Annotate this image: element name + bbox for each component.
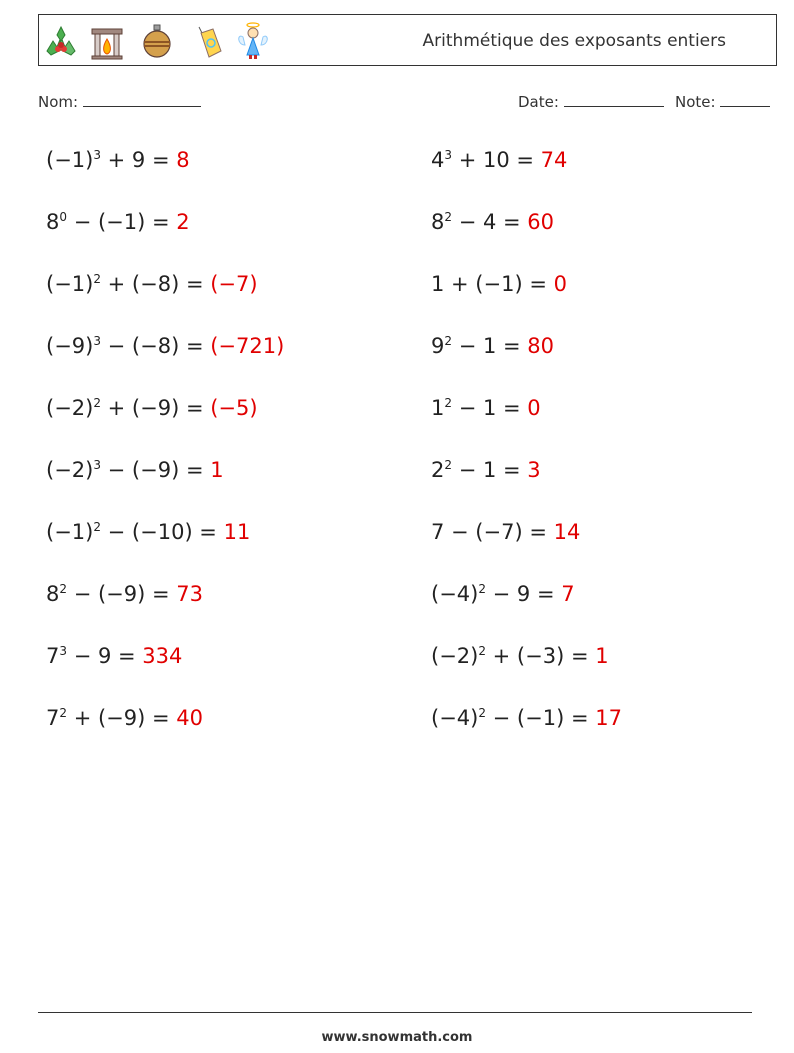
ornament-ball-icon [139, 21, 175, 61]
problem-exponent: 2 [93, 272, 101, 286]
problem-base: 7 [46, 706, 60, 730]
footer-site: www.snowmath.com [321, 1030, 473, 1045]
problem-answer: 73 [176, 582, 203, 606]
problem-rest: + 9 = [100, 148, 177, 172]
holly-icon [43, 21, 79, 61]
problem-base: (−1) [46, 520, 94, 544]
problem-rest: − (−8) = [100, 334, 211, 358]
problem-rest: + 10 = [452, 148, 541, 172]
problem-item [46, 210, 190, 234]
problem-answer: 7 [561, 582, 575, 606]
problem-item [431, 210, 554, 234]
problem-item [46, 272, 258, 296]
problem-answer: 17 [595, 706, 622, 730]
problem-answer: (−7) [210, 272, 258, 296]
problem-item [46, 148, 190, 172]
name-field [38, 92, 201, 111]
worksheet-header [38, 14, 777, 66]
problem-answer: 8 [176, 148, 190, 172]
problem-base: 8 [46, 210, 60, 234]
problem-exponent: 2 [444, 334, 453, 348]
problem-exponent: 0 [59, 210, 68, 224]
problem-base: (−1) [46, 272, 94, 296]
problem-answer: 0 [527, 396, 541, 420]
problem-exponent: 3 [59, 644, 68, 658]
problem-base: (−9) [46, 334, 94, 358]
problem-rest: + (−8) = [100, 272, 211, 296]
problem-answer: 334 [142, 644, 183, 668]
problem-rest: − (−1) = [67, 210, 177, 234]
note-field [675, 92, 770, 111]
page-title: Arithmétique des exposants entiers [422, 31, 726, 51]
problem-item [46, 396, 258, 420]
problem-item [46, 706, 203, 730]
problem-base: (−2) [46, 458, 94, 482]
problem-answer: 3 [527, 458, 541, 482]
problem-exponent: 2 [59, 582, 68, 596]
problem-rest: + (−3) = [485, 644, 596, 668]
problem-answer: 11 [223, 520, 251, 544]
date-field [518, 92, 664, 111]
problem-exponent: 2 [478, 644, 486, 658]
problem-base: 1 [431, 396, 445, 420]
problem-item [431, 334, 554, 358]
problem-item [431, 148, 567, 172]
note-blank-line [720, 92, 770, 107]
problem-base: 9 [431, 334, 445, 358]
problem-answer: 40 [176, 706, 203, 730]
problem-answer: 0 [553, 272, 567, 296]
problem-answer: 74 [540, 148, 568, 172]
problem-rest: − 9 = [485, 582, 562, 606]
problem-exponent: 3 [444, 148, 453, 162]
problem-rest: − 4 = [452, 210, 528, 234]
date-blank-line [564, 92, 664, 107]
problem-base: 7 [46, 644, 60, 668]
problem-rest: + (−9) = [100, 396, 211, 420]
problem-rest: − (−9) = [100, 458, 211, 482]
problem-exponent: 2 [478, 582, 486, 596]
problem-base: (−4) [431, 706, 479, 730]
problem-exponent: 2 [93, 396, 101, 410]
problem-rest: − 1 = [452, 458, 528, 482]
problem-base: (−4) [431, 582, 479, 606]
problem-exponent: 2 [444, 458, 453, 472]
problem-item [46, 520, 250, 544]
problem-exponent: 3 [93, 334, 101, 348]
problem-item [431, 706, 622, 730]
problem-base: 7 − (−7) = [431, 520, 554, 544]
problem-exponent: 2 [59, 706, 68, 720]
problem-rest: − 1 = [452, 396, 528, 420]
problem-rest: − 9 = [67, 644, 143, 668]
problem-base: (−2) [46, 396, 94, 420]
problem-base: 2 [431, 458, 445, 482]
problem-answer: (−5) [210, 396, 258, 420]
problem-rest: − 1 = [452, 334, 528, 358]
problem-item [431, 582, 575, 606]
problem-item [431, 396, 541, 420]
problem-base: (−2) [431, 644, 479, 668]
problem-exponent: 3 [93, 458, 101, 472]
problem-exponent: 3 [93, 148, 101, 162]
problem-item [431, 644, 609, 668]
fireplace-icon [89, 21, 125, 61]
problem-rest: − (−1) = [485, 706, 596, 730]
problem-base: 8 [46, 582, 60, 606]
problem-base: 4 [431, 148, 445, 172]
problem-item [46, 458, 224, 482]
problem-item [431, 520, 580, 544]
footer-divider [38, 1012, 752, 1013]
problem-item [431, 272, 567, 296]
problem-exponent: 2 [444, 396, 453, 410]
date-label: Date: [518, 93, 559, 111]
problem-rest: + (−9) = [67, 706, 177, 730]
note-label: Note: [675, 93, 716, 111]
problem-rest: − (−10) = [100, 520, 224, 544]
gift-tag-icon [189, 21, 225, 61]
problem-exponent: 2 [444, 210, 453, 224]
name-blank-line [83, 92, 201, 107]
problem-base: 1 + (−1) = [431, 272, 554, 296]
problem-item [431, 458, 541, 482]
problem-answer: 14 [553, 520, 581, 544]
problem-answer: 60 [527, 210, 555, 234]
problem-exponent: 2 [478, 706, 486, 720]
name-label: Nom: [38, 93, 79, 111]
problem-base: (−1) [46, 148, 94, 172]
problem-answer: 1 [595, 644, 609, 668]
problem-item [46, 644, 182, 668]
problem-answer: 1 [210, 458, 224, 482]
problem-exponent: 2 [93, 520, 101, 534]
problem-rest: − (−9) = [67, 582, 177, 606]
problem-answer: 80 [527, 334, 555, 358]
problem-base: 8 [431, 210, 445, 234]
angel-icon [235, 21, 271, 61]
problem-answer: 2 [176, 210, 190, 234]
problem-item [46, 334, 284, 358]
problem-answer: (−721) [210, 334, 285, 358]
problem-item [46, 582, 203, 606]
